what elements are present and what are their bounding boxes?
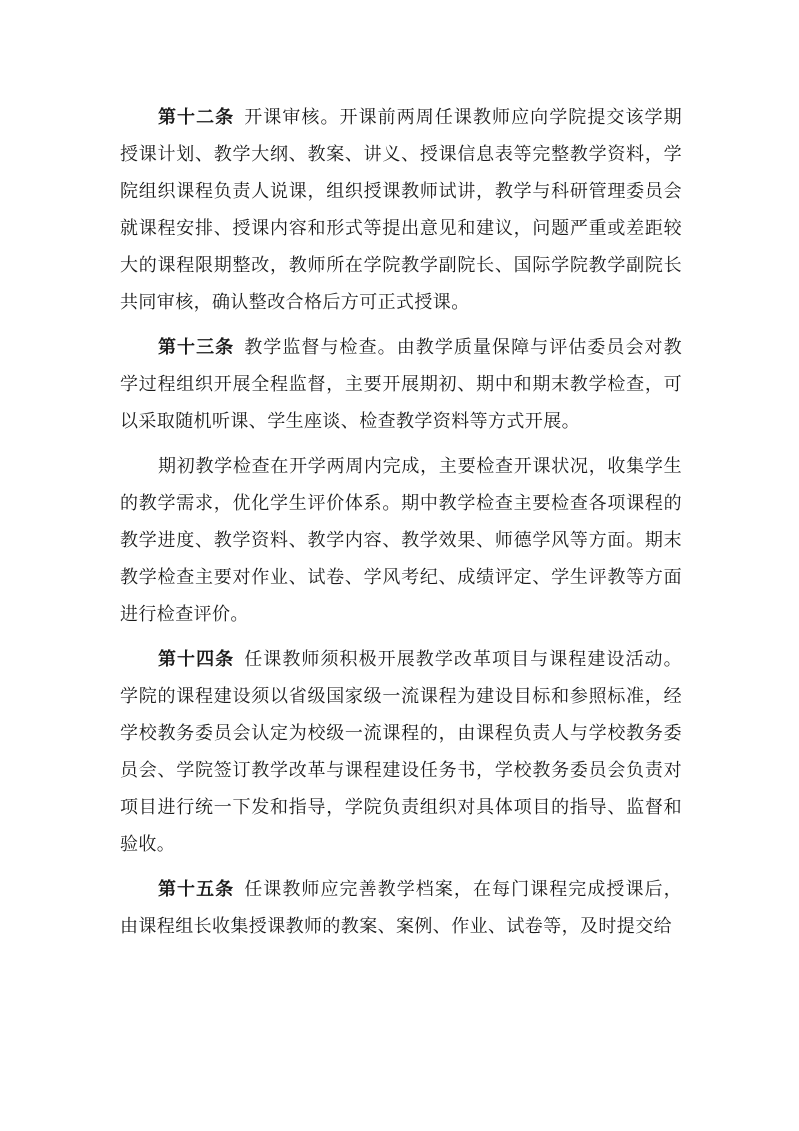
paragraph-text: 期初教学检查在开学两周内完成，主要检查开课状况，收集学生的教学需求，优化学生评价体系。期中教学检查主要检查各项课程的教学进度、教学资料、教学内容、教学效果、师德学风等方面。期末教学检查主要对作业、试卷、学风考纪、成绩评定、学生评教等方面进行检查评价。 [120,456,682,625]
article-heading: 第十四条 [158,649,235,670]
inspection-detail-paragraph [120,448,682,633]
article-14-paragraph [120,641,682,863]
article-text: 任课教师须积极开展教学改革项目与课程建设活动。学院的课程建设须以省级国家级一流课程为建设目标和参照标准，经学校教务委员会认定为校级一流课程的，由课程负责人与学校教务委员会、学院签订教学改革与课程建设任务书，学校教务委员会负责对项目进行统一下发和指导，学院负责组织对具体项目的指导、监督和验收。 [120,649,682,855]
article-text: 开课审核。开课前两周任课教师应向学院提交该学期授课计划、教学大纲、教案、讲义、授课信息表等完整教学资料，学院组织课程负责人说课，组织授课教师试讲，教学与科研管理委员会就课程安排、授课内容和形式等提出意见和建议，问题严重或差距较大的课程限期整改，教师所在学院教学副院长、国际学院教学副院长共同审核，确认整改合格后方可正式授课。 [120,107,682,313]
article-heading: 第十三条 [158,337,235,358]
article-heading: 第十二条 [158,107,235,128]
article-13-paragraph [120,329,682,440]
article-text: 教学监督与检查。由教学质量保障与评估委员会对教学过程组织开展全程监督，主要开展期初、期中和期末教学检查，可以采取随机听课、学生座谈、检查教学资料等方式开展。 [120,337,682,432]
article-15-paragraph [120,871,682,945]
article-12-paragraph [120,99,682,321]
article-heading: 第十五条 [158,879,235,900]
document-body [120,99,682,953]
article-text: 任课教师应完善教学档案，在每门课程完成授课后，由课程组长收集授课教师的教案、案例、作业、试卷等，及时提交给 [120,879,682,937]
